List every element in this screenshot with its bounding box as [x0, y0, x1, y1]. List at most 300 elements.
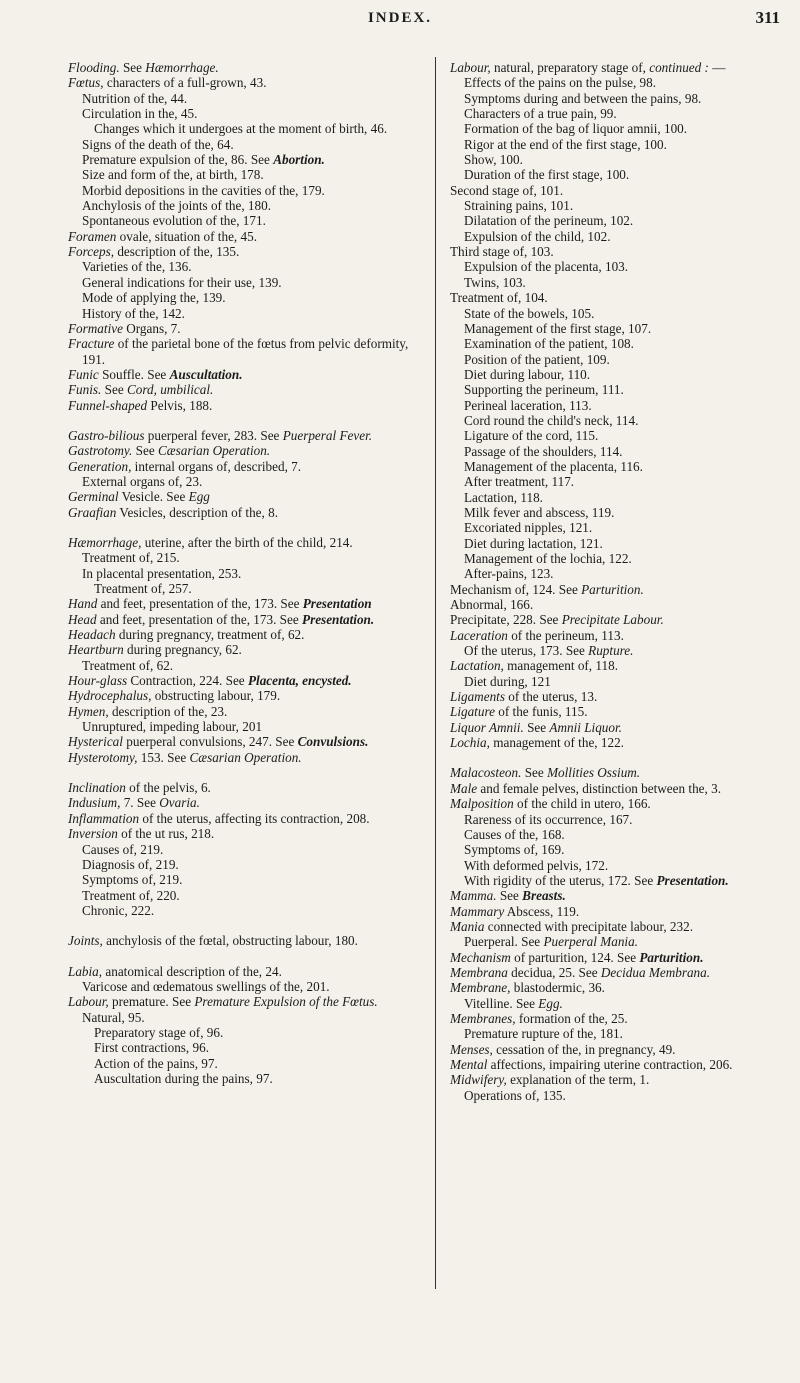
index-term: Decidua Membrana. — [600, 964, 711, 980]
index-subentry — [450, 336, 785, 351]
entry-text: Treatment of, 62. — [82, 657, 174, 673]
index-subentry — [68, 842, 416, 857]
index-entry — [450, 1042, 785, 1057]
index-entry — [450, 612, 785, 627]
entry-text: General indications for their use, 139. — [82, 274, 282, 290]
entry-text: of the funis, 115. — [494, 704, 588, 720]
index-term: Male — [450, 780, 478, 796]
index-entry — [68, 535, 416, 550]
entry-text: State of the bowels, 105. — [464, 305, 595, 321]
index-term: Mechanism — [450, 949, 511, 965]
entry-text: Contraction, 224. See — [127, 673, 248, 689]
entry-text: Size and form of the, at birth, 178. — [82, 167, 264, 183]
entry-text: Characters of a true pain, 99. — [464, 106, 617, 122]
entry-text: Chronic, 222. — [82, 902, 155, 918]
index-term: Joints, — [68, 933, 103, 949]
index-subentry — [450, 352, 785, 367]
index-entry — [68, 367, 416, 382]
entry-text: 7. See — [120, 795, 160, 811]
index-entry — [68, 244, 416, 259]
index-subentry — [450, 474, 785, 489]
index-entry — [68, 704, 416, 719]
entry-text: Anchylosis of the joints of the, 180. — [82, 198, 272, 214]
entry-text: Effects of the pains on the pulse, 98. — [464, 75, 657, 91]
entry-text: anchylosis of the fœtal, obstructing labour, 180. — [102, 933, 358, 949]
index-entry — [450, 597, 785, 612]
index-entry — [68, 780, 416, 795]
cross-reference: Placenta, encysted. — [247, 673, 352, 689]
entry-text: Diet during lactation, 121. — [464, 535, 603, 551]
entry-text: and female pelves, distinction between the, 3. — [477, 780, 722, 796]
entry-text: Diagnosis of, 219. — [82, 856, 179, 872]
entry-text: Vesicle. See — [118, 489, 189, 505]
entry-text: management of the, 122. — [489, 735, 624, 751]
section-gap — [450, 750, 785, 765]
entry-text: Action of the pains, 97. — [94, 1055, 218, 1071]
index-subentry — [68, 566, 416, 581]
index-entry — [68, 734, 416, 749]
entry-text: Treatment of, 215. — [82, 550, 180, 566]
entry-text: Abscess, 119. — [504, 903, 580, 919]
index-subentry — [450, 858, 785, 873]
index-term: Ligature — [450, 704, 495, 720]
entry-text: Dilatation of the perineum, 102. — [464, 213, 634, 229]
index-term: Funis. — [68, 382, 102, 398]
index-term: Mental — [450, 1057, 488, 1072]
entry-text: Expulsion of the child, 102. — [464, 228, 611, 244]
entry-text: Supporting the perineum, 111. — [464, 382, 624, 398]
index-entry — [68, 428, 416, 443]
entry-text: 153. See — [137, 749, 190, 765]
index-entry — [68, 994, 416, 1009]
index-subentry — [68, 550, 416, 565]
entry-text: of parturition, 124. See — [510, 949, 640, 965]
index-subentry — [450, 137, 785, 152]
index-term: Inclination — [68, 780, 126, 796]
index-entry — [68, 750, 416, 765]
index-term: Premature Expulsion of the Fœtus. — [194, 994, 378, 1010]
index-term: Funic — [68, 366, 99, 382]
entry-text: Treatment of, 104. — [450, 290, 548, 306]
running-title: INDEX. — [367, 10, 433, 26]
index-subentry — [450, 259, 785, 274]
index-entry — [450, 796, 785, 811]
entry-text: Spontaneous evolution of the, 171. — [82, 213, 266, 229]
cross-reference: Breasts. — [522, 888, 566, 904]
index-subentry — [450, 121, 785, 136]
index-entry — [68, 795, 416, 810]
index-subentry — [68, 167, 416, 182]
entry-text: Unruptured, impeding labour, 201 — [82, 719, 263, 735]
index-subentry — [450, 842, 785, 857]
index-subentry — [68, 121, 416, 136]
index-term: Malacosteon. — [450, 765, 522, 781]
index-term: continued : — [649, 60, 709, 75]
entry-text: Circulation in the, 45. — [82, 106, 198, 122]
entry-text: of the parietal bone of the fœtus from pelvic deformity, 191. — [82, 336, 409, 367]
entry-text: — — [708, 60, 726, 75]
index-term: Puerperal Fever. — [282, 427, 373, 443]
index-term: Ovaria. — [159, 795, 200, 811]
entry-text: Symptoms during and between the pains, 98. — [464, 90, 702, 106]
index-entry — [450, 720, 785, 735]
section-gap — [68, 520, 416, 535]
index-term: Membrana — [450, 964, 508, 980]
index-subentry — [68, 903, 416, 918]
index-term: Fracture — [68, 336, 115, 352]
index-subentry — [450, 213, 785, 228]
index-term: Hysterotomy, — [68, 749, 138, 765]
cross-reference: Abortion. — [273, 152, 325, 168]
index-term: Puerperal Mania. — [543, 934, 638, 950]
entry-text: Lactation, 118. — [464, 489, 543, 505]
entry-text: Preparatory stage of, 96. — [94, 1024, 224, 1040]
index-entry — [450, 765, 785, 780]
index-entry — [450, 689, 785, 704]
entry-text: Rareness of its occurrence, 167. — [464, 811, 633, 827]
index-subentry — [68, 1040, 416, 1055]
index-subentry — [68, 1071, 416, 1086]
index-subentry — [68, 213, 416, 228]
entry-text: Vitelline. See — [464, 995, 539, 1011]
index-entry — [450, 965, 785, 980]
index-term: Cæsarian Operation. — [189, 749, 302, 765]
entry-text: See — [132, 443, 158, 459]
index-subentry — [68, 198, 416, 213]
index-subentry — [450, 167, 785, 182]
index-subentry — [450, 321, 785, 336]
entry-text: In placental presentation, 253. — [82, 565, 242, 581]
entry-text: decidua, 25. See — [507, 964, 601, 980]
index-term: Hæmorrhage. — [145, 60, 219, 75]
index-entry — [450, 1072, 785, 1087]
index-entry — [68, 642, 416, 657]
index-term: Cæsarian Operation. — [158, 443, 271, 459]
index-entry — [450, 950, 785, 965]
index-entry — [68, 673, 416, 688]
index-term: Hour-glass — [68, 673, 128, 689]
entry-text: Natural, 95. — [82, 1009, 145, 1025]
index-term: Menses, — [450, 1041, 493, 1057]
index-entry — [450, 704, 785, 719]
entry-text: puerperal convulsions, 247. See — [122, 734, 298, 750]
index-term: Mania — [450, 918, 485, 934]
entry-text: Excoriated nipples, 121. — [464, 520, 593, 536]
index-subentry — [450, 520, 785, 535]
page-header — [0, 0, 800, 40]
entry-text: Organs, 7. — [122, 320, 181, 336]
index-subentry — [450, 106, 785, 121]
index-entry — [68, 321, 416, 336]
index-entry — [68, 229, 416, 244]
entry-text: and feet, presentation of the, 173. See — [97, 596, 303, 612]
index-subentry — [450, 934, 785, 949]
entry-text: Vesicles, description of the, 8. — [116, 504, 278, 520]
index-term: Generation, — [68, 458, 132, 474]
index-subentry — [450, 428, 785, 443]
column-divider — [435, 57, 436, 1289]
entry-text: See — [521, 765, 548, 781]
index-term: Parturition. — [581, 581, 644, 597]
index-term: Midwifery, — [450, 1072, 507, 1088]
entry-text: Nutrition of the, 44. — [82, 90, 188, 106]
index-entry — [68, 336, 416, 367]
entry-text: during pregnancy, 62. — [123, 642, 242, 658]
index-subentry — [450, 643, 785, 658]
cross-reference: Presentation. — [302, 611, 375, 627]
index-term: Inflammation — [68, 810, 140, 826]
index-entry — [68, 964, 416, 979]
index-entry — [68, 505, 416, 520]
index-entry — [68, 612, 416, 627]
entry-text: Precipitate, 228. See — [450, 612, 562, 628]
entry-text: See — [496, 888, 523, 904]
index-entry — [450, 244, 785, 259]
index-entry — [68, 443, 416, 458]
entry-text: Causes of, 219. — [82, 841, 164, 857]
entry-text: of the perineum, 113. — [507, 627, 624, 643]
entry-text: Auscultation during the pains, 97. — [94, 1070, 273, 1086]
index-term: Inversion — [68, 826, 118, 842]
index-term: Flooding. — [68, 60, 120, 75]
index-subentry — [68, 581, 416, 596]
entry-text: of the uterus, affecting its contraction, 208. — [139, 810, 370, 826]
index-subentry — [450, 1088, 785, 1103]
entry-text: Second stage of, 101. — [450, 182, 564, 198]
entry-text: Show, 100. — [464, 152, 523, 168]
index-entry — [450, 60, 785, 75]
index-term: Membrane, — [450, 980, 511, 996]
entry-text: Changes which it undergoes at the moment of birth, 46. — [94, 121, 388, 137]
entry-text: Perineal laceration, 113. — [464, 397, 592, 413]
entry-text: See — [101, 382, 127, 398]
entry-text: ovale, situation of the, 45. — [116, 228, 257, 244]
index-term: Head — [68, 611, 97, 627]
entry-text: See — [119, 60, 146, 75]
index-subentry — [68, 91, 416, 106]
index-subentry — [68, 1025, 416, 1040]
index-entry — [68, 398, 416, 413]
index-subentry — [450, 198, 785, 213]
index-entry — [68, 382, 416, 397]
entry-text: connected with precipitate labour, 232. — [484, 918, 694, 934]
index-term: Rupture. — [588, 643, 634, 659]
index-entry — [68, 933, 416, 948]
index-subentry — [450, 996, 785, 1011]
index-term: Lactation, — [450, 658, 504, 674]
entry-text: internal organs of, described, 7. — [131, 458, 302, 474]
index-subentry — [68, 474, 416, 489]
index-entry — [450, 582, 785, 597]
entry-text: Of the uterus, 173. See — [464, 643, 589, 659]
index-entry — [68, 489, 416, 504]
index-subentry — [450, 812, 785, 827]
index-term: Mamma. — [450, 888, 497, 904]
index-subentry — [68, 275, 416, 290]
index-subentry — [68, 979, 416, 994]
index-term: Gastro-bilious — [68, 427, 145, 443]
right-index-column — [450, 60, 785, 1103]
index-entry — [68, 60, 416, 75]
section-gap — [68, 918, 416, 933]
index-subentry — [68, 106, 416, 121]
index-term: Headach — [68, 627, 116, 643]
entry-text: Puerperal. See — [464, 934, 544, 950]
entry-text: With rigidity of the uterus, 172. See — [464, 872, 657, 888]
entry-text: Ligature of the cord, 115. — [464, 428, 599, 444]
entry-text: History of the, 142. — [82, 305, 185, 321]
index-entry — [68, 75, 416, 90]
index-term: Lochia, — [450, 735, 490, 751]
index-subentry — [68, 1056, 416, 1071]
entry-text: Examination of the patient, 108. — [464, 336, 634, 352]
index-subentry — [68, 888, 416, 903]
entry-text: of the uterus, 13. — [504, 689, 598, 705]
index-subentry — [450, 674, 785, 689]
entry-text: Milk fever and abscess, 119. — [464, 504, 615, 520]
entry-text: Premature rupture of the, 181. — [464, 1026, 623, 1042]
entry-text: Treatment of, 257. — [94, 581, 192, 596]
index-subentry — [450, 444, 785, 459]
index-entry — [68, 811, 416, 826]
index-entry — [450, 290, 785, 305]
index-entry — [68, 826, 416, 841]
entry-text: After treatment, 117. — [464, 474, 575, 490]
entry-text: Operations of, 135. — [464, 1087, 566, 1103]
entry-text: Formation of the bag of liquor amnii, 100. — [464, 121, 688, 137]
index-subentry — [450, 505, 785, 520]
index-term: Forceps, — [68, 244, 115, 260]
cross-reference: Presentation. — [656, 872, 729, 888]
index-subentry — [450, 152, 785, 167]
index-subentry — [450, 275, 785, 290]
entry-text: during pregnancy, treatment of, 62. — [115, 627, 305, 643]
entry-text: With deformed pelvis, 172. — [464, 857, 609, 873]
entry-text: management of, 118. — [503, 658, 618, 674]
index-entry — [68, 688, 416, 703]
index-subentry — [68, 137, 416, 152]
index-subentry — [68, 1010, 416, 1025]
index-term: Laceration — [450, 627, 508, 643]
index-term: Mollities Ossium. — [547, 765, 641, 781]
index-term: Malposition — [450, 796, 514, 812]
index-subentry — [68, 183, 416, 198]
cross-reference: Parturition. — [639, 949, 704, 965]
entry-text: of the pelvis, 6. — [125, 780, 211, 796]
index-term: Gastrotomy. — [68, 443, 133, 459]
index-term: Fœtus, — [68, 75, 104, 91]
index-entry — [450, 1057, 785, 1072]
entry-text: cessation of the, in pregnancy, 49. — [492, 1041, 676, 1057]
index-entry — [68, 627, 416, 642]
index-term: Hysterical — [68, 734, 123, 750]
entry-text: explanation of the term, 1. — [506, 1072, 650, 1088]
index-subentry — [450, 827, 785, 842]
entry-text: Straining pains, 101. — [464, 198, 574, 214]
entry-text: and feet, presentation of the, 173. See — [96, 611, 303, 627]
entry-text: puerperal fever, 283. See — [144, 427, 283, 443]
index-subentry — [68, 290, 416, 305]
index-subentry — [450, 490, 785, 505]
entry-text: Pelvis, 188. — [147, 397, 213, 413]
entry-text: Souffle. See — [98, 366, 170, 382]
index-subentry — [450, 382, 785, 397]
index-subentry — [450, 566, 785, 581]
cross-reference: Convulsions. — [297, 734, 369, 750]
page-number: 311 — [755, 8, 780, 27]
index-term: Formative — [68, 320, 123, 336]
index-subentry — [450, 1026, 785, 1041]
entry-text: Passage of the shoulders, 114. — [464, 443, 623, 459]
index-term: Germinal — [68, 489, 119, 505]
entry-text: See — [523, 719, 550, 735]
entry-text: First contractions, 96. — [94, 1040, 210, 1056]
index-term: Labour, — [68, 994, 109, 1010]
entry-text: Symptoms of, 219. — [82, 872, 183, 888]
index-entry — [450, 781, 785, 796]
entry-text: natural, preparatory stage of, — [490, 60, 650, 75]
index-term: Foramen — [68, 228, 117, 244]
section-gap — [68, 765, 416, 780]
entry-text: uterine, after the birth of the child, 214. — [141, 534, 353, 550]
entry-text: of the child in utero, 166. — [513, 796, 651, 812]
entry-text: premature. See — [108, 994, 195, 1010]
index-term: Hand — [68, 596, 98, 612]
index-term: Membranes, — [450, 1010, 516, 1026]
entry-text: anatomical description of the, 24. — [102, 963, 282, 979]
index-term: Indusium, — [68, 795, 121, 811]
entry-text: Signs of the death of the, 64. — [82, 136, 234, 152]
index-entry — [450, 888, 785, 903]
entry-text: of the ut rus, 218. — [117, 826, 215, 842]
index-entry — [68, 459, 416, 474]
entry-text: Abnormal, 166. — [450, 597, 534, 613]
entry-text: Management of the first stage, 107. — [464, 320, 652, 336]
index-entry — [450, 628, 785, 643]
cross-reference: Presentation — [302, 596, 372, 612]
index-entry — [450, 919, 785, 934]
index-subentry — [68, 306, 416, 321]
index-subentry — [450, 398, 785, 413]
index-entry — [450, 658, 785, 673]
index-term: Liquor Amnii. — [450, 719, 524, 735]
index-entry — [450, 183, 785, 198]
entry-text: Morbid depositions in the cavities of the, 179. — [82, 182, 325, 198]
index-subentry — [450, 536, 785, 551]
left-index-column — [68, 60, 416, 1086]
index-term: Funnel-shaped — [68, 397, 148, 413]
index-subentry — [68, 719, 416, 734]
index-term: Mammary — [450, 903, 505, 919]
entry-text: Mechanism of, 124. See — [450, 581, 582, 597]
index-subentry — [450, 413, 785, 428]
index-term: Hydrocephalus, — [68, 688, 152, 704]
entry-text: characters of a full-grown, 43. — [103, 75, 267, 91]
index-term: Heartburn — [68, 642, 124, 658]
index-subentry — [68, 857, 416, 872]
index-term: Hymen, — [68, 703, 109, 719]
entry-text: obstructing labour, 179. — [151, 688, 281, 704]
index-subentry — [68, 152, 416, 167]
entry-text: Causes of the, 168. — [464, 826, 565, 842]
entry-text: After-pains, 123. — [464, 566, 554, 582]
index-term: Amnii Liquor. — [549, 719, 622, 735]
entry-text: Expulsion of the placenta, 103. — [464, 259, 629, 275]
index-subentry — [450, 459, 785, 474]
index-subentry — [450, 873, 785, 888]
index-term: Labour, — [450, 60, 491, 75]
index-subentry — [450, 75, 785, 90]
